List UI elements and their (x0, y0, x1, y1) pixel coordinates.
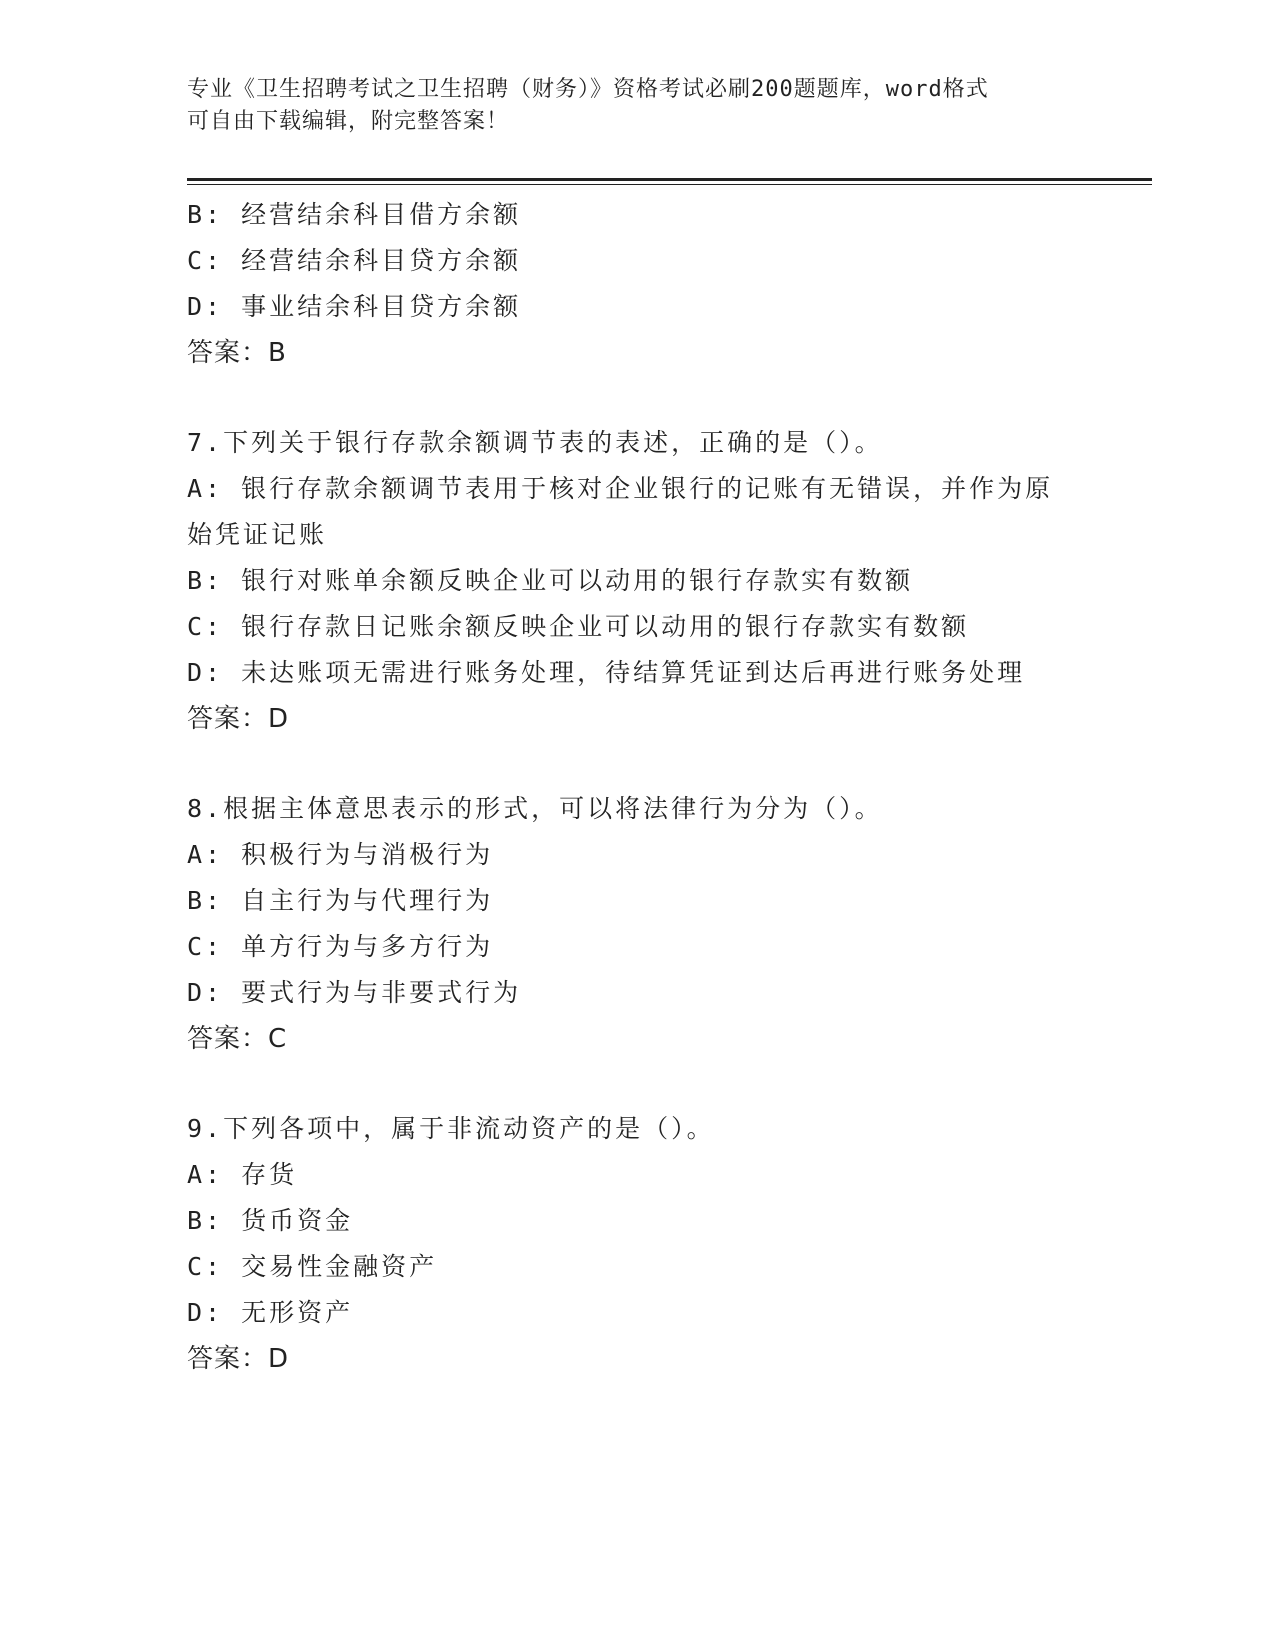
header-line-2: 可自由下载编辑，附完整答案！ (187, 109, 510, 134)
option-a: A: 积极行为与消极行为 (187, 840, 494, 869)
question-7 (187, 420, 1087, 742)
question-8 (187, 786, 1087, 1062)
option-d: D: 未达账项无需进行账务处理，待结算凭证到达后再进行账务处理 (187, 658, 1026, 687)
spacer (187, 376, 1087, 420)
answer-line: 答案：B (187, 338, 287, 368)
question-stem: 9.下列各项中，属于非流动资产的是（）。 (187, 1114, 715, 1143)
question-stem: 8.根据主体意思表示的形式，可以将法律行为分为（）。 (187, 794, 883, 823)
option-c: C: 单方行为与多方行为 (187, 932, 494, 961)
header-divider-thick (187, 178, 1152, 181)
option-a-continued: 始凭证记账 (187, 520, 328, 549)
spacer (187, 742, 1087, 786)
option-b: B: 银行对账单余额反映企业可以动用的银行存款实有数额 (187, 566, 914, 595)
option-d: D: 要式行为与非要式行为 (187, 978, 522, 1007)
question-6-continued (187, 192, 1087, 376)
answer-line: 答案：D (187, 1344, 290, 1374)
option-b: B: 经营结余科目借方余额 (187, 200, 522, 229)
option-c: C: 银行存款日记账余额反映企业可以动用的银行存款实有数额 (187, 612, 970, 641)
option-a: A: 存货 (187, 1160, 298, 1189)
header-divider-thin (187, 184, 1152, 185)
option-d: D: 无形资产 (187, 1298, 354, 1327)
question-list (187, 192, 1087, 1382)
option-d: D: 事业结余科目贷方余额 (187, 292, 522, 321)
option-b: B: 自主行为与代理行为 (187, 886, 494, 915)
spacer (187, 1062, 1087, 1106)
question-stem: 7.下列关于银行存款余额调节表的表述，正确的是（）。 (187, 428, 883, 457)
option-b: B: 货币资金 (187, 1206, 354, 1235)
question-9 (187, 1106, 1087, 1382)
answer-line: 答案：C (187, 1024, 288, 1054)
header-line-1: 专业《卫生招聘考试之卫生招聘（财务）》资格考试必刷200题题库，word格式 (187, 77, 989, 102)
option-c: C: 交易性金融资产 (187, 1252, 438, 1281)
answer-line: 答案：D (187, 704, 290, 734)
option-c: C: 经营结余科目贷方余额 (187, 246, 522, 275)
document-header (187, 74, 1067, 138)
option-a: A: 银行存款余额调节表用于核对企业银行的记账有无错误，并作为原 (187, 474, 1054, 503)
